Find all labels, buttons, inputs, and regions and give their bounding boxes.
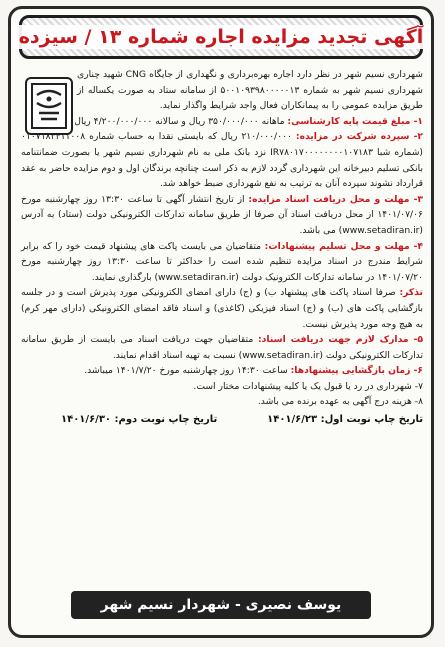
section-1-text: ماهانه ۳۵۰/۰۰۰/۰۰۰ ریال و سالانه ۴/۲۰۰/۰۰۰/۰۰۰ ریال — [74, 115, 285, 127]
second-print-date: تاریخ چاپ نوبت دوم: ۱۴۰۱/۶/۳۰ — [61, 414, 218, 426]
section-6-heading: ۶- زمان بازگشایی پیشنهادها: — [290, 365, 423, 377]
ad-frame — [8, 6, 434, 638]
note-heading: تذکر: — [399, 287, 423, 299]
mayor-signature: یوسف نصیری - شهردار نسیم شهر — [100, 597, 342, 613]
section-6 — [21, 363, 423, 379]
section-2-text: ۲۱۰/۰۰۰/۰۰۰ ریال که بایستی نقدا به حساب شماره ۰۱۰۷۱۸۳۴۱۱۰۰۸ (شماره شبا IR۷۸۰۱۷۰۰۰۰۰۰۰۰۱۰۷۱۸۳ نزد بانک ملی به نام شهرداری نسیم شهر یا بصورت ضمانتنامه بانکی تسلیم دبیرخانه این شهرداری گردد لازم به ذکر است چنانچه برندگان اول و دوم مزایده حاضر به عقد قرارداد نشوند سپرده آنان به ترتیب به نفع شهرداری ضبط خواهد شد. — [21, 131, 423, 190]
note-section — [21, 285, 423, 332]
section-1-heading: ۱- مبلغ قیمت پایه کارشناسی: — [287, 115, 423, 127]
ad-body — [21, 67, 423, 627]
section-3-text: از تاریخ انتشار آگهی تا ساعت ۱۳:۳۰ روز چهارشنبه مورخ ۱۴۰۱/۰۷/۰۶ از محل دریافت اسناد آن صرفا از طریق سامانه تدارکات الکترونیکی دولت (ستاد) به آدرس (www.setadiran.ir) می باشد. — [21, 193, 423, 236]
section-4 — [21, 239, 423, 286]
section-5-text: متقاضیان جهت دریافت اسناد می بایست از طریق سامانه تدارکات الکترونیکی دولت (www.setadiran.ir) نسبت به تهیه اسناد اقدام نمایند. — [21, 334, 423, 361]
section-6-text: ساعت ۱۴:۳۰ روز چهارشنبه مورخ ۱۴۰۱/۷/۲۰ میباشد. — [84, 365, 288, 377]
section-7 — [21, 379, 423, 395]
section-4-heading: ۴- مهلت و محل تسلیم پیشنهادات: — [264, 240, 424, 252]
section-4-text: متقاضیان می بایست پاکت های پیشنهاد قیمت خود را که برابر شرایط مندرج در اسناد مزایده تنظیم شده است را حداکثر تا ساعت ۱۳:۳۰ روز چهارشنبه مورخ ۱۴۰۱/۰۷/۲۰ در سامانه تدارکات الکترونیک دولت (www.setadiran.ir) بارگذاری نمایند. — [21, 240, 423, 283]
section-5 — [21, 332, 423, 363]
first-print-date: تاریخ چاپ نوبت اول: ۱۴۰۱/۶/۲۳ — [267, 414, 423, 426]
section-2-heading: ۲- سپرده شرکت در مزایده: — [295, 131, 424, 143]
section-3 — [21, 192, 423, 239]
publication-dates — [21, 412, 423, 428]
section-8-text: ۸- هزینه درج آگهی به عهده برنده می باشد. — [257, 396, 423, 408]
section-3-heading: ۳- مهلت و محل دریافت اسناد مزایده: — [248, 193, 423, 205]
section-5-heading: ۵- مدارک لازم جهت دریافت اسناد: — [258, 334, 424, 346]
title-banner — [19, 15, 423, 59]
note-text: صرفا اسناد پاکت های پیشنهاد ب) و (ج) دارای امضای الکترونیکی مورد پذیرش است و در جلسه بازگشایی پاکت های (ب) و (ج) اسناد فیزیکی (کاغذی) و اسناد فاقد امضای الکترونیکی (دارای مهر کرم) به هیچ وجه مورد پذیرش نیست. — [21, 287, 423, 330]
section-8 — [21, 394, 423, 410]
section-2 — [21, 129, 423, 191]
signature-footer — [71, 591, 371, 619]
intro-paragraph: شهرداری نسیم شهر در نظر دارد اجاره بهره‌برداری و نگهداری از جایگاه CNG شهید چناری شهرداری نسیم شهر به شماره ۵۰۰۱۰۹۳۹۸۰۰۰۰۰۱۳ از سامانه ستاد به صورت یکساله از طریق مزایده عمومی را به پیمانکاران فعال واجد شرایط واگذار نماید. — [77, 69, 424, 112]
section-1 — [21, 114, 423, 130]
section-7-text: ۷- شهرداری در رد یا قبول یک یا کلیه پیشنهادات مختار است. — [193, 380, 423, 392]
ad-title: آگهی تجدید مزایده اجاره شماره ۱۳ / سیزده — [11, 25, 432, 49]
